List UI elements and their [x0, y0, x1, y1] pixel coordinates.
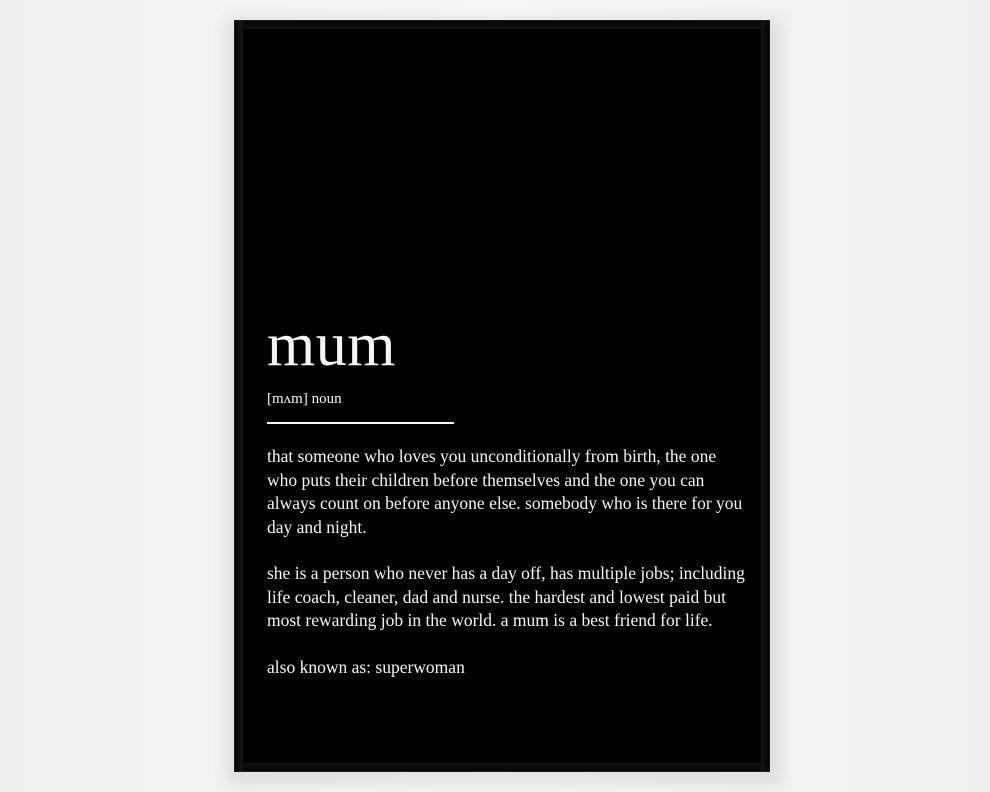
frame-edge-bottom [235, 763, 769, 771]
frame-edge-left [235, 21, 243, 771]
definition-block [267, 311, 747, 679]
definition-paragraph-2: she is a person who never has a day off, has multiple jobs; including life coach, cleaner, dad and nurse. the hardest and lowest paid but most rewarding job in the world. a mum is a best friend for life. [267, 563, 745, 630]
definition-paragraph-1: that someone who loves you unconditionally from birth, the one who puts their children before themselves and the one you can always count on before anyone else. somebody who is there for you day and night. [267, 446, 743, 537]
poster-frame [234, 20, 770, 772]
frame-edge-right [761, 21, 769, 771]
divider-line [267, 422, 454, 424]
pronunciation: [mʌm] noun [267, 391, 342, 407]
also-known-as: also known as: superwoman [267, 656, 465, 677]
frame-edge-top [235, 21, 769, 29]
headword: mum [267, 311, 396, 379]
poster-print [243, 29, 761, 763]
